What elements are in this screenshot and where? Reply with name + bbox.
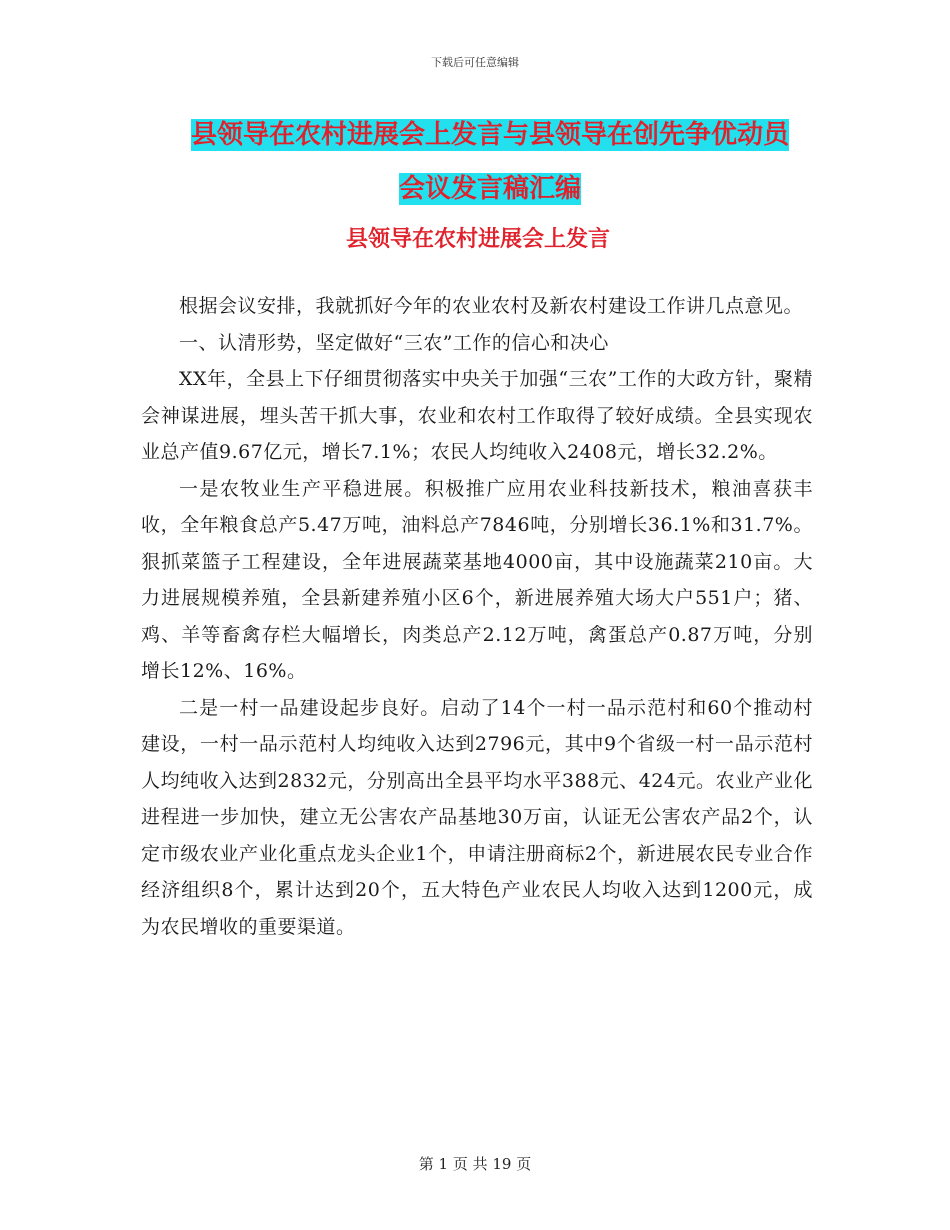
title-line-2: 会议发言稿汇编 [398,174,581,204]
paragraph: XX年，全县上下仔细贯彻落实中央关于加强“三农”工作的大政方针，聚精会神谋进展，埋头苦干抓大事，农业和农村工作取得了较好成绩。全县实现农业总产值9.67亿元，增长7.1%；农民人均纯收入2408元，增长32.2%。 [141,368,813,463]
paragraph: 二是一村一品建设起步良好。启动了14个一村一品示范村和60个推动村建设，一村一品示范村人均纯收入达到2796元，其中9个省级一村一品示范村人均纯收入达到2832元，分别高出全县平均水平388元、424元。农业产业化进程进一步加快，建立无公害农产品基地30万亩，认证无公害农产品2个，认定市级农业产业化重点龙头企业1个，申请注册商标2个，新进展农民专业合作经济组织8个，累计达到20个，五大特色产业农民人均收入达到1200元，成为农民增收的重要渠道。 [141,696,813,938]
section-title: 县领导在农村进展会上发言 [345,227,610,252]
paragraph: 一是农牧业生产平稳进展。积极推广应用农业科技新技术，粮油喜获丰收，全年粮食总产5.47万吨，油料总产7846吨，分别增长36.1%和31.7%。狠抓菜篮子工程建设，全年进展蔬菜基地4000亩，其中设施蔬菜210亩。大力进展规模养殖，全县新建养殖小区6个，新进展养殖大场大户551户；猪、鸡、羊等畜禽存栏大幅增长，肉类总产2.12万吨，禽蛋总产0.87万吨，分别增长12%、16%。 [141,477,813,682]
paragraph: 根据会议安排，我就抓好今年的农业农村及新农村建设工作讲几点意见。 [179,295,804,317]
page-header: 下载后可任意编辑 [431,56,519,69]
paragraph: 一、认清形势，坚定做好“三农”工作的信心和决心 [179,331,609,354]
page-footer: 第 1 页 共 19 页 [418,1155,532,1173]
document-body [141,288,813,945]
document-title [140,108,840,216]
title-line-1: 县领导在农村进展会上发言与县领导在创先争优动员 [190,120,789,150]
